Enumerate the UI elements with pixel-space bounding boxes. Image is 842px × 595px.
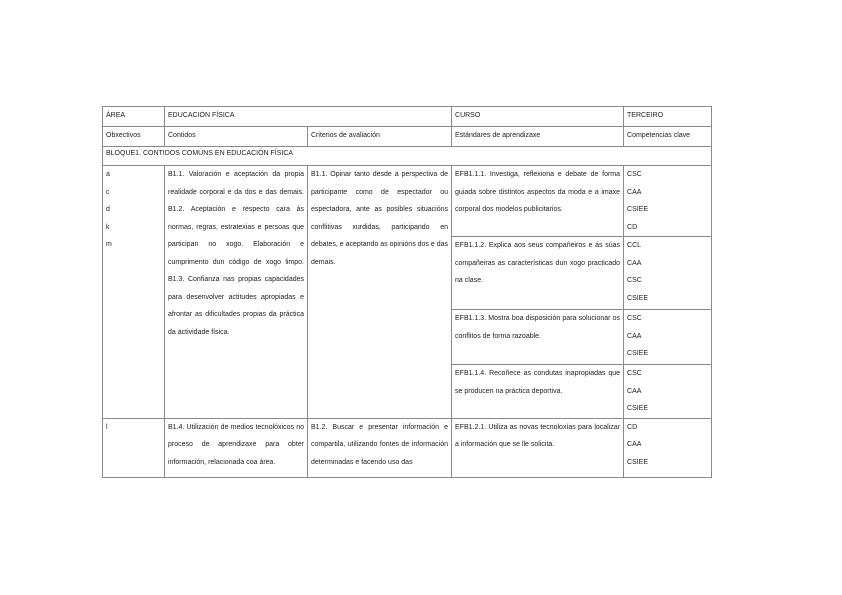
competency-item: CAA — [627, 387, 642, 395]
competencies-cell — [624, 166, 712, 237]
standard-cell: EFB1.1.4. Recoñece as condutas inapropiadas que se producen na práctica deportiva. — [452, 365, 624, 419]
area-label: ÁREA — [103, 107, 165, 127]
table-row — [103, 418, 712, 477]
competency-item: CAA — [627, 332, 642, 340]
col-competencies: Competencias clave — [624, 127, 712, 147]
competency-item: CSC — [627, 315, 642, 322]
competencies-cell — [624, 310, 712, 365]
bloque-title: BLOQUE1. CONTIDOS COMÚNS EN EDUCACIÓN FÍSICA — [103, 147, 712, 166]
bloque-row — [103, 147, 712, 166]
col-standards: Estándares de aprendizaxe — [452, 127, 624, 147]
criteria-cell: B1.2. Buscar e presentar información e compartila, utilizando fontes de información determinadas e facendo uso das — [308, 418, 452, 477]
curriculum-table — [102, 106, 712, 478]
competency-item: CSIEE — [627, 405, 649, 412]
table-row — [103, 166, 712, 237]
objective-item: a — [106, 171, 110, 178]
standard-cell: EFB1.1.1. Investiga, reflexiona e debate de forma guiada sobre distintos aspectos da moda e a imaxe corporal dos modelos publicitarios. — [452, 166, 624, 237]
standard-cell: EFB1.1.3. Mostra boa disposición para solucionar os conflitos de forma razoable. — [452, 310, 624, 365]
competency-item: CSC — [627, 277, 642, 284]
standard-cell: EFB1.1.2. Explica aos seus compañeiros e ás súas compañeiras as características dun xogo practicado na clase. — [452, 237, 624, 310]
curso-label: CURSO — [452, 107, 624, 127]
competency-item: CSIEE — [627, 350, 649, 357]
col-criteria: Criterios de avaliación — [308, 127, 452, 147]
objective-item: d — [106, 206, 110, 213]
col-contents: Contidos — [165, 127, 308, 147]
competencies-cell — [624, 365, 712, 419]
competency-item: CSC — [627, 370, 642, 377]
competency-item: CSIEE — [627, 294, 649, 302]
objective-item: l — [106, 423, 108, 431]
competency-item: CAA — [627, 188, 642, 196]
area-value: EDUCACIÓN FÍSICA — [165, 107, 452, 127]
contents-cell: B1.4. Utilización de medios tecnolóxicos no proceso de aprendizaxe para obter información, relacionada coa área. — [165, 418, 308, 477]
competency-item: CAA — [627, 259, 642, 267]
competency-item: CSIEE — [627, 206, 649, 213]
competency-item: CD — [627, 223, 638, 231]
criteria-cell: B1.1. Opinar tanto desde a perspectiva de participante como de espectador ou espectadora, ante as posibles situacións conflitivas xurdidas, participando en debates, e aceptando as opinións dos e das demais. — [308, 166, 452, 419]
curso-value: TERCEIRO — [624, 107, 712, 127]
header-row — [103, 107, 712, 127]
objective-item: k — [106, 223, 110, 231]
objectives-cell — [103, 166, 165, 419]
competency-item: CSIEE — [627, 458, 649, 466]
col-objectives: Obxectivos — [103, 127, 165, 147]
standard-cell: EFB1.2.1. Utiliza as novas tecnoloxías para localizar a información que se lle solicita. — [452, 418, 624, 477]
competency-item: CSC — [627, 171, 642, 178]
competencies-cell — [624, 237, 712, 310]
objectives-cell — [103, 418, 165, 477]
competencies-cell — [624, 418, 712, 477]
competency-item: CCL — [627, 242, 642, 249]
competency-item: CAA — [627, 441, 642, 448]
contents-cell: B1.1. Valoración e aceptación da propia realidade corporal e da dos e das demais. B1.2. Aceptación e respecto cara ás normas, regras, estratexias e persoas que participan no xogo. Elaboración e cumprimento dun código de xogo limpo. B1.3. Confianza nas propias capacidades para desenvolver actitudes apropiadas e afrontar as dificultades propias da práctica da actividade física. — [165, 166, 308, 419]
objective-item: c — [106, 188, 110, 196]
column-header-row — [103, 127, 712, 147]
objective-item: m — [106, 241, 112, 248]
competency-item: CD — [627, 423, 638, 431]
